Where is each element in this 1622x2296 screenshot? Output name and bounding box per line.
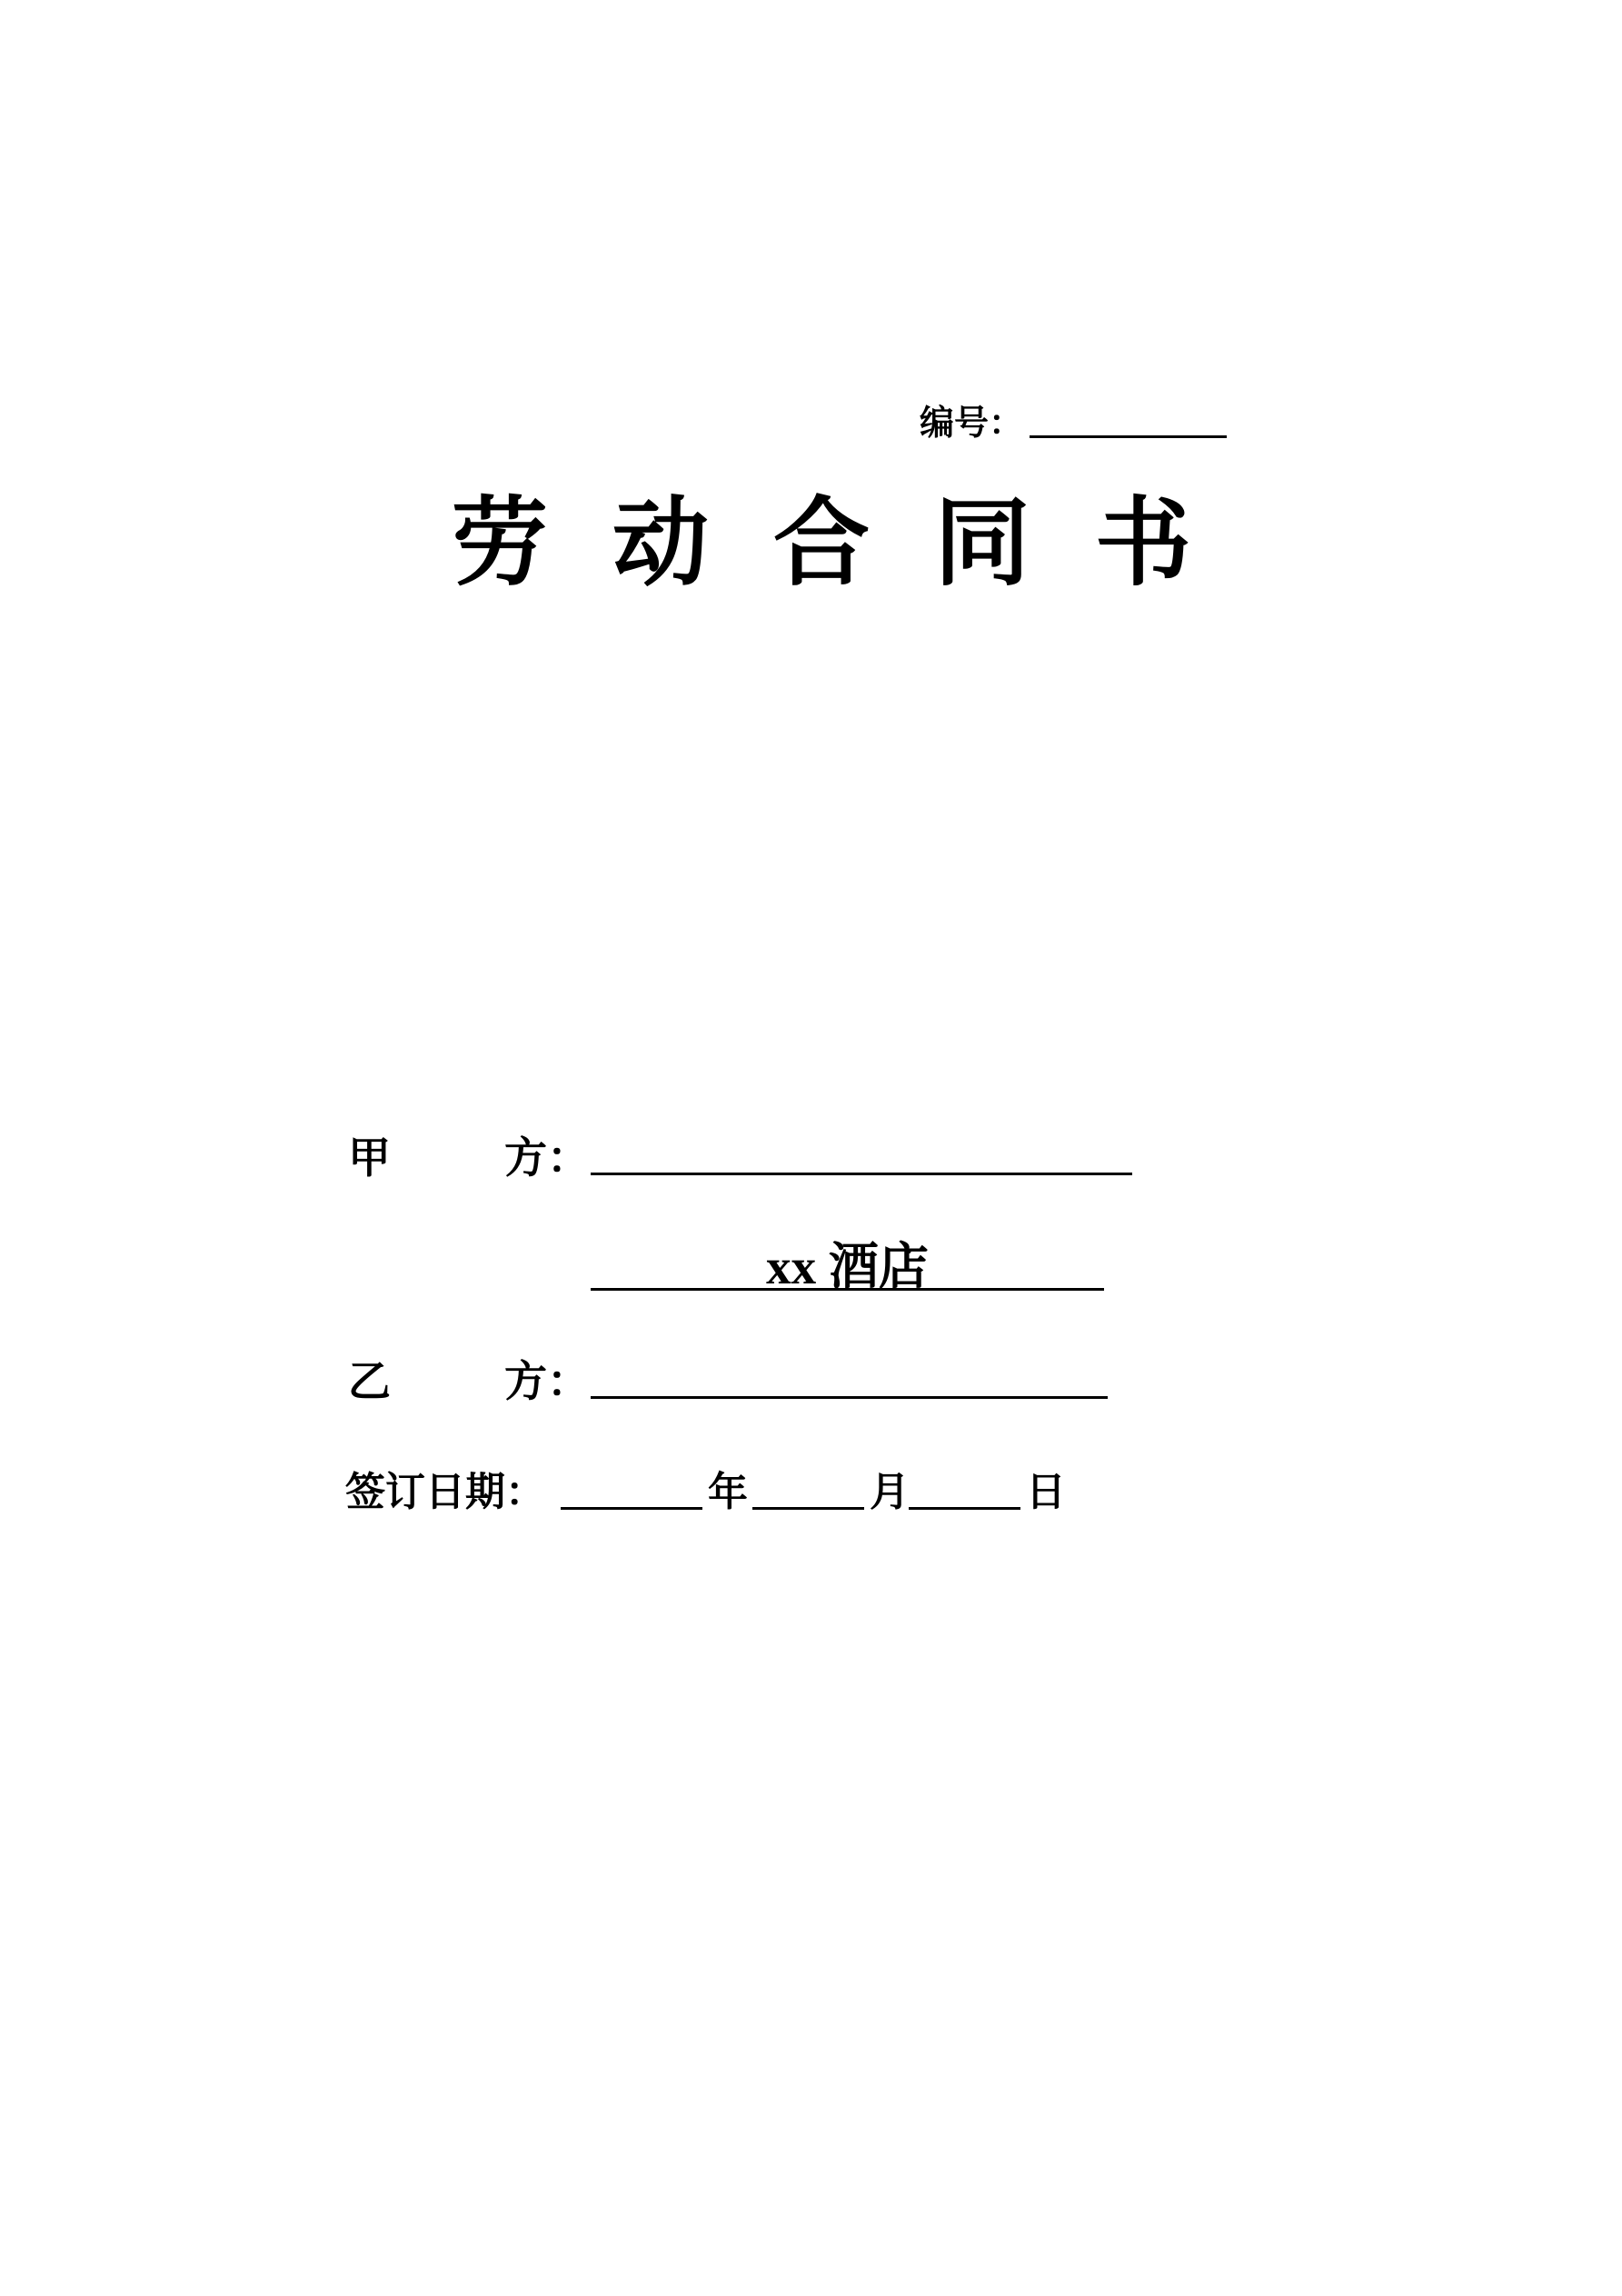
party-b-label: 乙 — [348, 1359, 391, 1406]
sign-date-label: 签订日期： — [345, 1470, 545, 1514]
party-b-label-suffix: 方： — [504, 1359, 590, 1406]
serial-number-blank-field[interactable] — [1030, 435, 1227, 438]
party-a-blank-field[interactable] — [591, 1173, 1132, 1175]
sign-date-month-unit: 月 — [870, 1470, 910, 1514]
sign-date-day-blank-field[interactable] — [909, 1507, 1020, 1510]
serial-number-label: 编号： — [920, 404, 1024, 443]
sign-date-day-unit: 日 — [1026, 1470, 1066, 1514]
contract-title: 劳动合同书 — [452, 491, 1256, 597]
sign-date-month-blank-field[interactable] — [752, 1507, 864, 1510]
party-a-label: 甲 — [348, 1135, 391, 1183]
party-a-company-value: xx 酒店 — [766, 1239, 929, 1294]
party-b-blank-field[interactable] — [591, 1396, 1108, 1399]
sign-date-year-unit: 年 — [708, 1470, 748, 1514]
sign-date-year-blank-field[interactable] — [561, 1507, 702, 1510]
party-a-label-suffix: 方： — [504, 1135, 590, 1183]
party-a-company-underline[interactable] — [591, 1288, 1104, 1291]
